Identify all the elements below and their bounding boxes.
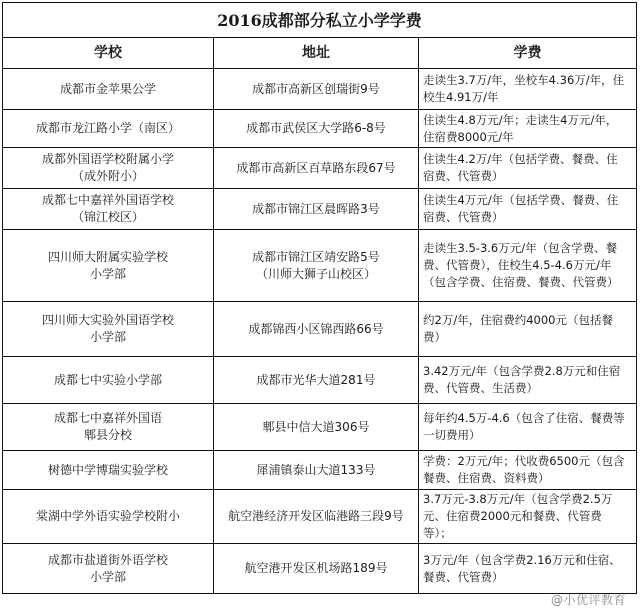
- school-cell-line: 郫县分校: [83, 428, 132, 442]
- address-cell: [214, 302, 419, 357]
- address-cell: [214, 357, 419, 404]
- table-row: [3, 451, 637, 490]
- address-cell: [214, 230, 419, 302]
- address-cell-line: 成都市武侯区大学路6-8号: [246, 121, 386, 135]
- address-cell: [214, 189, 419, 230]
- school-cell-line: 小学部: [89, 569, 126, 584]
- table-row: [3, 544, 637, 594]
- school-cell: [3, 230, 214, 302]
- header-row: [3, 38, 637, 69]
- address-cell-line: 成都锦西小区锦西路66号: [248, 321, 384, 336]
- school-cell-line: （成外附小）: [71, 169, 144, 183]
- table-row: [3, 357, 637, 404]
- school-cell-line: 小学部: [89, 330, 126, 344]
- address-cell-line: 犀浦镇泰山大道133号: [256, 462, 376, 477]
- school-cell: [3, 148, 214, 189]
- fee-cell: 学费：2万元/年；代收费6500元（包含餐费、住宿费、资料费）: [419, 451, 637, 490]
- table-row: [3, 302, 637, 357]
- school-cell: [3, 490, 214, 544]
- table-row: [3, 148, 637, 189]
- fee-cell: 3.7万元-3.8万元/年（包含学费2.5万元、住宿费2000元和餐费、代管费等）；: [419, 490, 637, 544]
- fee-cell: 住读生4.8万元/年；走读生4万元/年，住宿费8000元/年: [419, 110, 637, 148]
- school-cell: [3, 451, 214, 490]
- table-row: [3, 404, 637, 451]
- table-row: [3, 230, 637, 302]
- table-row: [3, 110, 637, 148]
- address-cell: [214, 451, 419, 490]
- fee-cell: 3万元/年（包含学费2.16万元和住宿、餐费、代管费）: [419, 544, 637, 594]
- school-cell: [3, 302, 214, 357]
- address-cell: [214, 544, 419, 594]
- fee-cell: 走读生3.5-3.6万元/年（包含学费、餐费、代管费），住校生4.5-4.6万元/年（包含学费、住宿费、餐费、代管费）: [419, 230, 637, 302]
- school-cell-line: 成都市盐道街外语学校: [47, 552, 168, 567]
- address-cell-line: 成都市锦江区靖安路5号: [252, 249, 380, 264]
- fee-cell: 3.42万元/年（包含学费2.8万元和住宿费、代管费、生活费）: [419, 357, 637, 404]
- header-address: 地址: [214, 38, 419, 69]
- fee-cell: 每年约4.5万-4.6（包含了住宿、餐费等一切费用）: [419, 404, 637, 451]
- school-cell-line: 成都七中嘉祥外国语学校: [41, 193, 174, 207]
- school-cell: [3, 189, 214, 230]
- school-cell: [3, 69, 214, 110]
- address-cell-line: （川师大狮子山校区）: [255, 266, 376, 281]
- title-row: [3, 3, 637, 38]
- table-row: [3, 490, 637, 544]
- school-cell-line: 四川师大实验外国语学校: [41, 313, 174, 327]
- fee-table: [2, 2, 637, 594]
- table-row: [3, 69, 637, 110]
- school-cell-line: 成都市金苹果公学: [59, 81, 156, 96]
- header-fees: 学费: [419, 38, 637, 69]
- address-cell-line: 成都市高新区百草路东段67号: [236, 160, 396, 175]
- school-cell-line: 成都七中嘉祥外国语: [53, 411, 162, 425]
- school-cell: [3, 404, 214, 451]
- school-cell-line: 小学部: [89, 266, 126, 281]
- fee-cell: 住读生4万元/年（包括学费、餐费、住宿费、代管费）: [419, 189, 637, 230]
- fee-cell: 走读生3.7万/年，坐校车4.36万/年，住校生4.91万/年: [419, 69, 637, 110]
- school-cell: [3, 110, 214, 148]
- address-cell-line: 成都市光华大道281号: [256, 372, 376, 387]
- table-row: [3, 189, 637, 230]
- address-cell-line: 成都市锦江区晨晖路3号: [252, 201, 380, 216]
- address-cell-line: 航空港经济开发区临港路三段9号: [228, 509, 404, 523]
- school-cell: [3, 544, 214, 594]
- fee-cell: 住读生4.2万/年（包括学费、餐费、住宿费、代管费）: [419, 148, 637, 189]
- school-cell-line: （锦江校区）: [71, 210, 144, 224]
- school-cell-line: 四川师大附属实验学校: [47, 249, 168, 264]
- header-school: 学校: [3, 38, 214, 69]
- watermark: @小优评教育: [550, 593, 626, 607]
- school-cell-line: 棠湖中学外语实验学校附小: [35, 509, 180, 523]
- address-cell-line: 航空港开发区机场路189号: [244, 561, 388, 575]
- address-cell: [214, 148, 419, 189]
- table-body: [3, 69, 637, 594]
- school-cell: [3, 357, 214, 404]
- address-cell: [214, 110, 419, 148]
- table-title: 2016成都部分私立小学学费: [3, 3, 637, 38]
- address-cell-line: 郫县中信大道306号: [262, 419, 370, 434]
- fee-cell: 约2万/年，住宿费约4000元（包括餐费）: [419, 302, 637, 357]
- school-cell-line: 成都市龙江路小学（南区）: [35, 121, 180, 135]
- school-cell-line: 树德中学博瑞实验学校: [47, 462, 168, 477]
- address-cell-line: 成都市高新区创瑞街9号: [252, 81, 380, 96]
- address-cell: [214, 69, 419, 110]
- address-cell: [214, 404, 419, 451]
- address-cell: [214, 490, 419, 544]
- school-cell-line: 成都外国语学校附属小学: [41, 152, 174, 166]
- school-cell-line: 成都七中实验小学部: [53, 372, 162, 387]
